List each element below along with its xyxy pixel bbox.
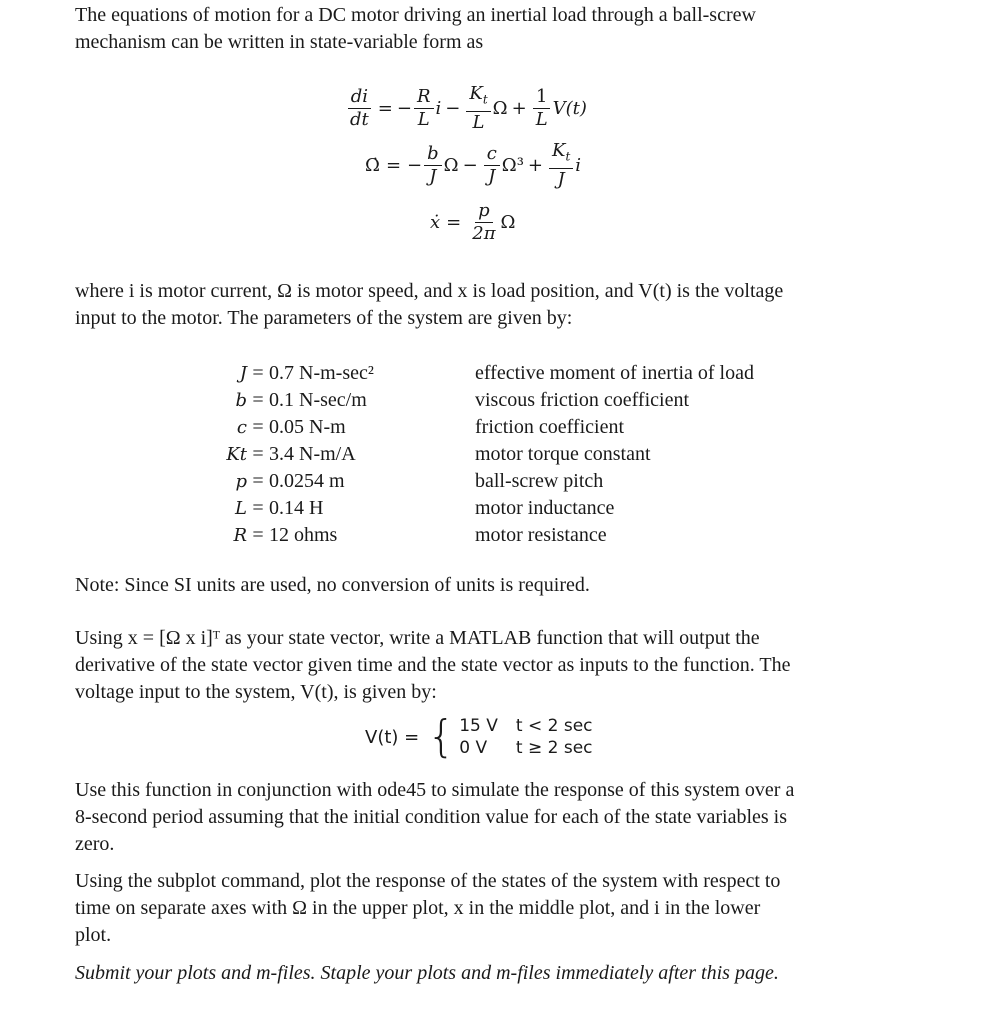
using-line-2: derivative of the state vector given time and the state vector as inputs to the function. The — [75, 654, 791, 676]
use-line-3: zero. — [75, 833, 115, 855]
brace-icon: { — [427, 711, 456, 762]
equation-x-dot: ẋ = $\frac{p}{2\pi}$ Ω — [430, 200, 516, 244]
param-row: c = 0.05 N-m — [236, 416, 346, 438]
intro-line-1: The equations of motion for a DC motor driving an inertial load through a ball-screw — [75, 4, 756, 26]
subplot-paragraph — [75, 868, 895, 949]
param-description: motor torque constant — [475, 443, 651, 465]
use-function-paragraph — [75, 777, 895, 858]
param-description: effective moment of inertia of load — [475, 362, 754, 384]
param-row: p = 0.0254 m — [235, 470, 345, 492]
intro-line-2: mechanism can be written in state-variable form as — [75, 31, 484, 53]
voltage-lhs: V(t) = — [365, 726, 420, 748]
where-paragraph — [75, 278, 895, 332]
param-row: b = 0.1 N-sec/m — [235, 389, 367, 411]
param-row: L = 0.14 H — [235, 497, 324, 519]
using-line-3: voltage input to the system, V(t), is given by: — [75, 681, 437, 703]
param-description: motor resistance — [475, 524, 607, 546]
subplot-line-1: Using the subplot command, plot the response of the states of the system with respect to — [75, 870, 781, 892]
param-description: ball-screw pitch — [475, 470, 604, 492]
note-paragraph: Note: Since SI units are used, no conversion of units is required. — [75, 574, 590, 596]
equation-omega-dot: Ω̇ = − $\frac{b}{J}$ Ω − $\frac{c}{J}$ Ω³ + $\frac{K_t}{J}$ i — [365, 140, 582, 190]
use-line-1: Use this function in conjunction with ode45 to simulate the response of this system over a — [75, 779, 795, 801]
param-row: J = 0.7 N-m-sec² — [239, 362, 374, 384]
param-description: motor inductance — [475, 497, 615, 519]
voltage-cases: 15 V t < 2 sec 0 V t ≥ 2 sec — [459, 716, 593, 758]
where-line-2: input to the motor. The parameters of the system are given by: — [75, 307, 573, 329]
param-row: R = 12 ohms — [233, 524, 338, 546]
where-line-1: where i is motor current, Ω is motor speed, and x is load position, and V(t) is the voltage — [75, 280, 784, 302]
using-line-1: Using x = [Ω x i]ᵀ as your state vector, write a MATLAB function that will output the — [75, 627, 760, 649]
subplot-line-2: time on separate axes with Ω in the upper plot, x in the middle plot, and i in the lower — [75, 897, 761, 919]
eq1-lhs: $\frac{di}{dt}$ — [347, 86, 372, 131]
use-line-2: 8-second period assuming that the initial condition value for each of the state variables is — [75, 806, 788, 828]
param-description: friction coefficient — [475, 416, 625, 438]
using-paragraph — [75, 625, 895, 706]
voltage-equation — [365, 711, 593, 762]
subplot-line-3: plot. — [75, 924, 112, 946]
param-row: Kt = 3.4 N-m/A — [226, 443, 356, 465]
parameter-list — [205, 360, 374, 549]
intro-paragraph — [75, 2, 895, 56]
param-description: viscous friction coefficient — [475, 389, 690, 411]
equation-di-dt: $\frac{di}{dt}$ = − $\frac{R}{L}$ i − $\frac{K_t}{L}$ Ω + $\frac{1}{L}$ V(t) — [345, 83, 587, 134]
parameter-descriptions — [475, 360, 754, 549]
submit-instruction: Submit your plots and m-files. Staple your plots and m-files immediately after this page. — [75, 962, 779, 984]
